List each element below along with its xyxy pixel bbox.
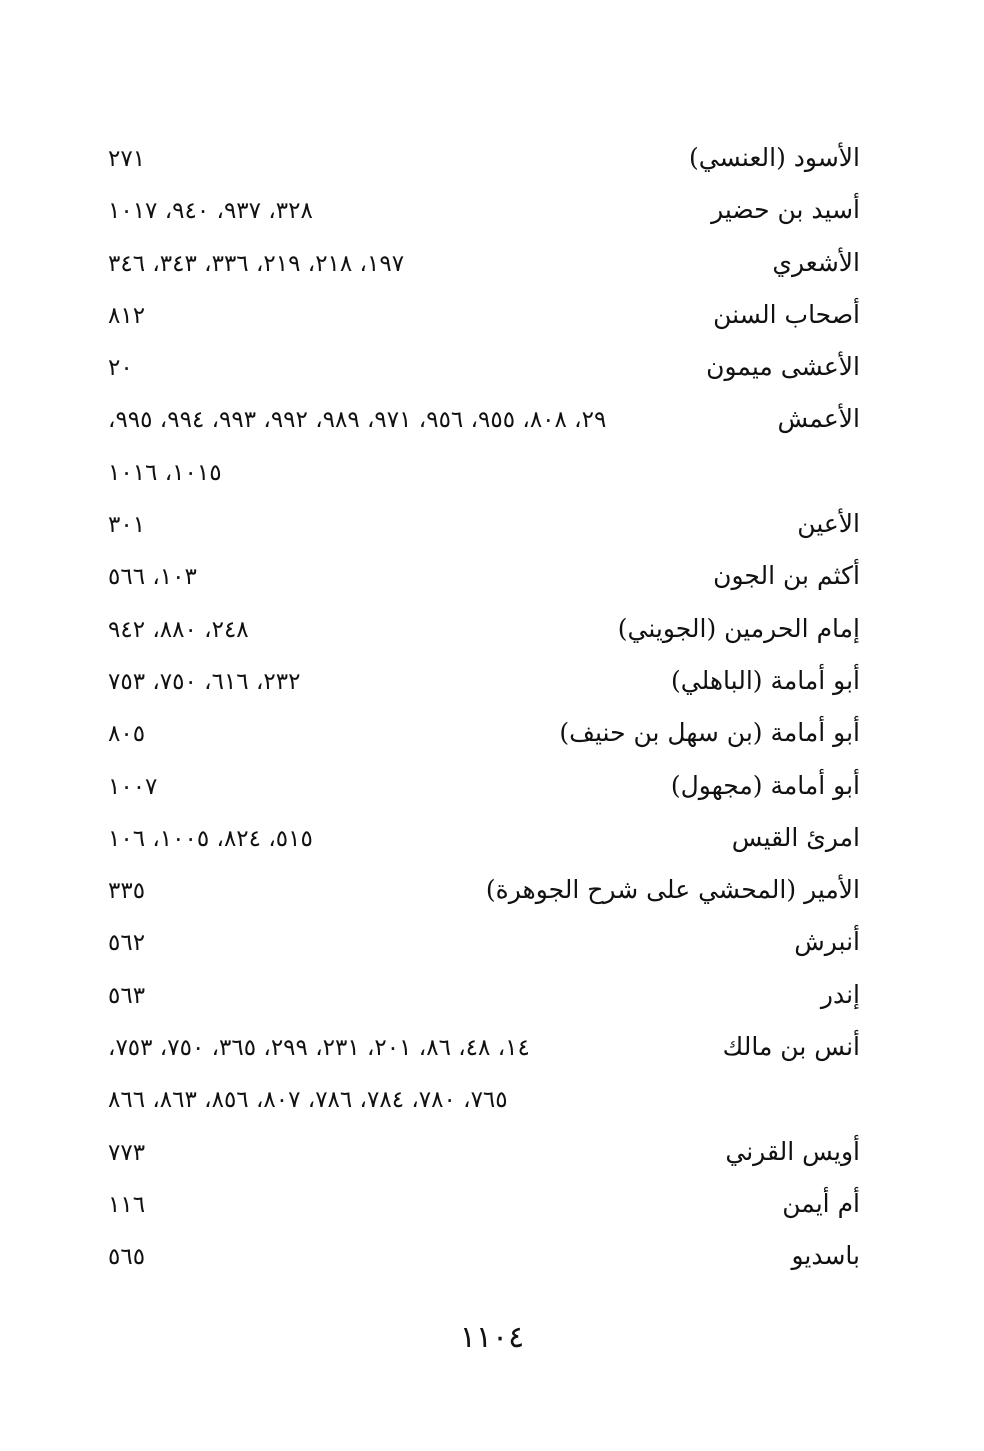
- entry-pages: ١٩٧، ٢١٨، ٢١٩، ٣٣٦، ٣٤٣، ٣٤٦: [108, 250, 405, 277]
- index-entry: [108, 1022, 860, 1074]
- entry-pages: ١٠١٥، ١٠١٦: [108, 459, 222, 486]
- index-entry: [108, 1127, 860, 1179]
- entry-name: أويس القرني: [725, 1136, 860, 1166]
- index-entry: [108, 394, 860, 446]
- index-entry: [108, 604, 860, 656]
- index-entry: [108, 865, 860, 917]
- index-list: [108, 133, 860, 1284]
- entry-name: أنس بن مالك: [722, 1032, 860, 1062]
- index-entry-continuation: [108, 1074, 860, 1126]
- entry-name: امرئ القيس: [731, 822, 860, 852]
- entry-name: أم أيمن: [782, 1188, 860, 1218]
- entry-name: الأسود (العنسي): [689, 143, 860, 172]
- entry-pages: ٣٣٥: [108, 878, 146, 905]
- entry-pages: ٥٦٢: [108, 930, 146, 957]
- entry-pages: ٨١٢: [108, 302, 146, 329]
- entry-pages: ٢٩، ٨٠٨، ٩٥٥، ٩٥٦، ٩٧١، ٩٨٩، ٩٩٢، ٩٩٣، ٩٩٤، ٩٩٥،: [108, 407, 607, 434]
- entry-name: أبو أمامة (الباهلي): [671, 665, 860, 695]
- entry-pages: ١٠٣، ٥٦٦: [108, 564, 197, 591]
- index-entry: [108, 761, 860, 813]
- entry-name: أكثم بن الجون: [713, 561, 860, 591]
- index-entry: [108, 238, 860, 290]
- entry-pages: ٨٠٥: [108, 721, 146, 748]
- entry-name: أسيد بن حضير: [711, 195, 860, 225]
- index-entry-continuation: [108, 447, 860, 499]
- index-entry: [108, 342, 860, 394]
- index-entry: [108, 970, 860, 1022]
- entry-name: إمام الحرمين (الجويني): [617, 613, 860, 643]
- page-number: ١١٠٤: [459, 1320, 525, 1355]
- index-entry: [108, 185, 860, 237]
- entry-pages: ١٠٠٧: [108, 773, 158, 800]
- entry-name: باسديو: [791, 1241, 860, 1271]
- entry-name: أبو أمامة (بن سهل بن حنيف): [559, 718, 860, 748]
- entry-name: أنبرش: [794, 927, 860, 957]
- entry-name: أبو أمامة (مجهول): [670, 770, 860, 800]
- index-entry: [108, 133, 860, 185]
- index-entry: [108, 551, 860, 603]
- entry-pages: ٢٤٨، ٨٨٠، ٩٤٢: [108, 616, 249, 643]
- entry-name: الأعمش: [777, 404, 860, 434]
- index-entry: [108, 708, 860, 760]
- entry-pages: ٢٣٢، ٦١٦، ٧٥٠، ٧٥٣: [108, 668, 301, 695]
- entry-pages: ٧٦٥، ٧٨٠، ٧٨٤، ٧٨٦، ٨٠٧، ٨٥٦، ٨٦٣، ٨٦٦: [108, 1087, 508, 1114]
- entry-name: الأشعري: [772, 247, 860, 277]
- entry-pages: ٢٠: [108, 355, 133, 382]
- entry-pages: ٣٢٨، ٩٣٧، ٩٤٠، ١٠١٧: [108, 198, 313, 225]
- entry-pages: ٧٧٣: [108, 1139, 146, 1166]
- index-entry: [108, 1179, 860, 1231]
- entry-pages: ٥٦٥: [108, 1244, 146, 1271]
- index-entry: [108, 813, 860, 865]
- entry-pages: ٥١٥، ٨٢٤، ١٠٠٥، ١٠٦: [108, 825, 313, 852]
- entry-name: أصحاب السنن: [713, 299, 860, 329]
- entry-pages: ٣٠١: [108, 512, 146, 539]
- entry-pages: ٥٦٣: [108, 982, 146, 1009]
- entry-pages: ١١٦: [108, 1191, 146, 1218]
- entry-pages: ٢٧١: [108, 146, 146, 172]
- index-entry: [108, 499, 860, 551]
- entry-name: إندر: [820, 979, 860, 1009]
- entry-name: الأعشى ميمون: [706, 352, 860, 382]
- index-entry: [108, 1231, 860, 1283]
- index-entry: [108, 290, 860, 342]
- entry-pages: ١٤، ٤٨، ٨٦، ٢٠١، ٢٣١، ٢٩٩، ٣٦٥، ٧٥٠، ٧٥٣،: [108, 1035, 530, 1062]
- index-entry: [108, 917, 860, 969]
- entry-name: الأعين: [797, 509, 860, 539]
- entry-name: الأمير (المحشي على شرح الجوهرة): [485, 875, 860, 905]
- index-entry: [108, 656, 860, 708]
